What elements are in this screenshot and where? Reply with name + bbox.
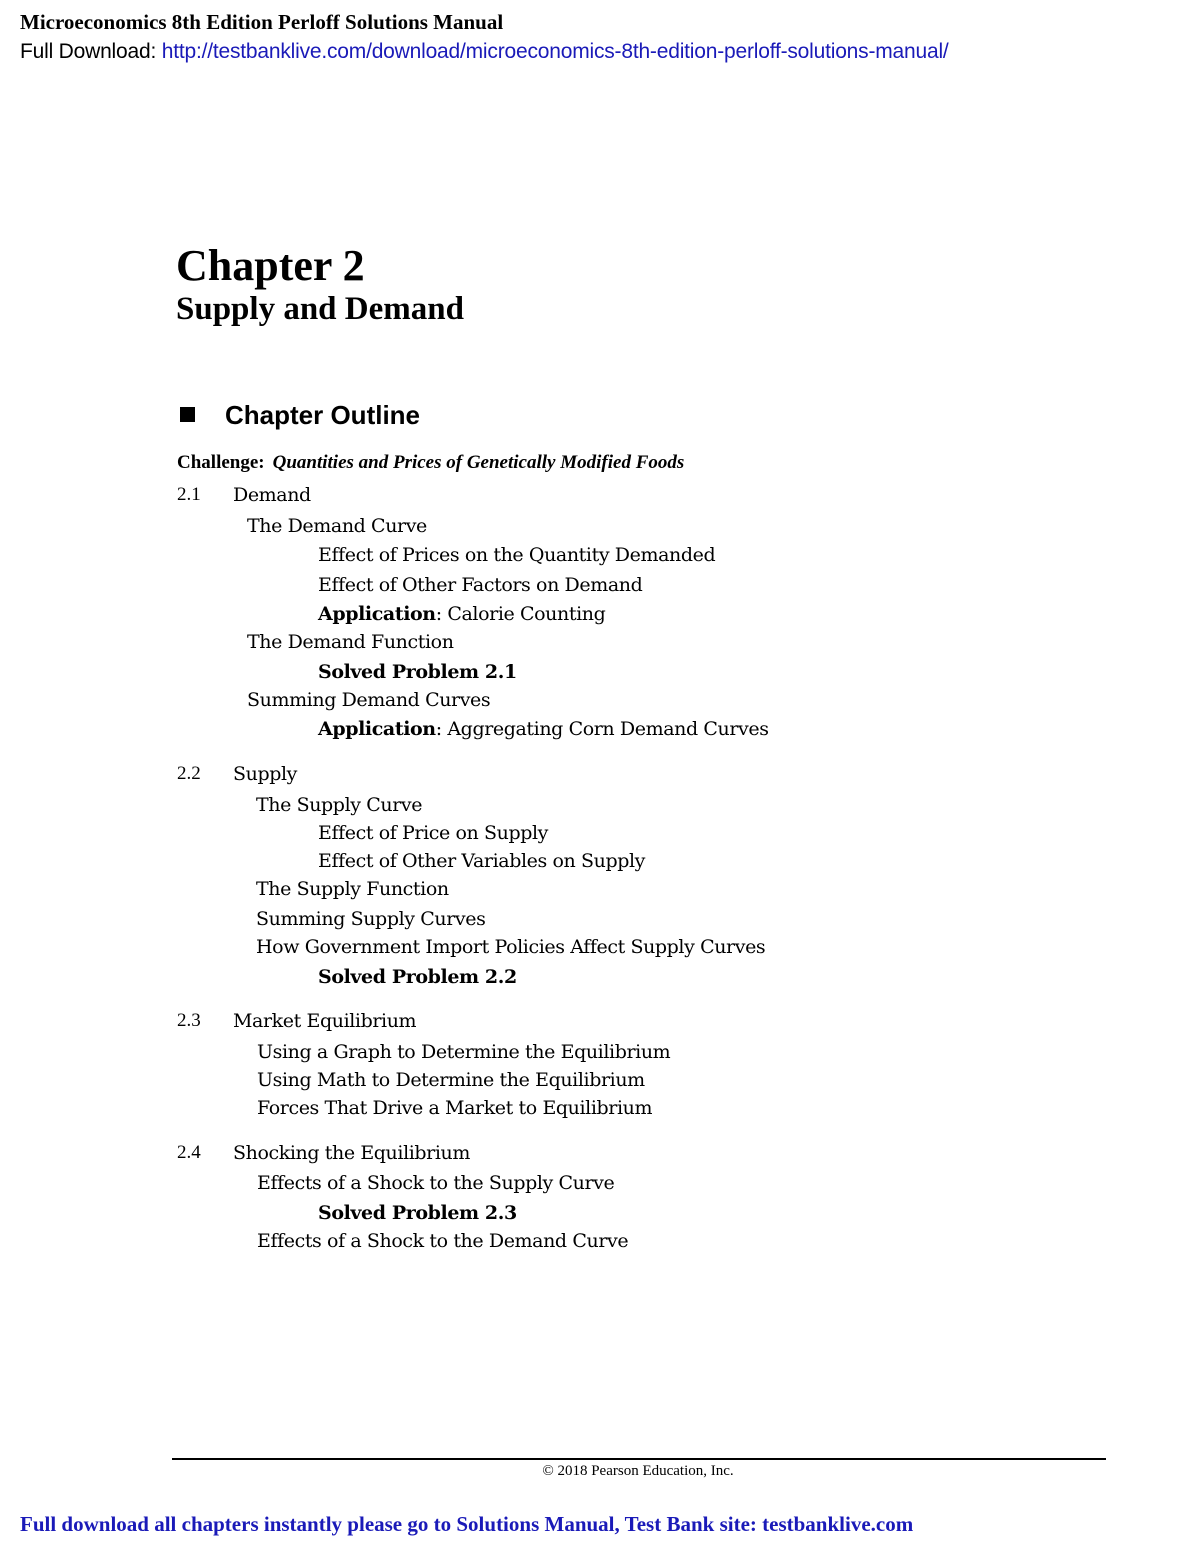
outline-item: Effect of Price on Supply [318, 822, 548, 844]
download-line [20, 40, 949, 64]
section-title: Supply [233, 763, 297, 785]
outline-item: Application: Calorie Counting [318, 603, 606, 625]
square-bullet-icon [180, 407, 195, 422]
footer-promo-text: Full download all chapters instantly please go to Solutions Manual, Test Bank site: testbanklive.com [20, 1512, 914, 1536]
solved-problem-label: Solved Problem 2.2 [318, 966, 517, 988]
section-number: 2.3 [177, 1010, 201, 1031]
outline-item: Effect of Other Factors on Demand [318, 574, 643, 596]
footer-divider [172, 1458, 1106, 1460]
copyright-notice: © 2018 Pearson Education, Inc. [542, 1463, 734, 1479]
outline-item: The Supply Function [256, 878, 449, 900]
outline-item: How Government Import Policies Affect Supply Curves [256, 936, 766, 958]
outline-item: Effect of Other Variables on Supply [318, 850, 645, 872]
outline-item: The Demand Function [247, 631, 454, 653]
section-title: Shocking the Equilibrium [233, 1142, 470, 1164]
outline-item: Using a Graph to Determine the Equilibrium [257, 1041, 671, 1063]
outline-item: The Demand Curve [247, 515, 427, 537]
outline-heading [176, 400, 420, 431]
outline-heading-text: Chapter Outline [225, 400, 421, 430]
download-label: Full Download: [20, 40, 162, 63]
section-number: 2.1 [177, 484, 201, 505]
section-title: Demand [233, 484, 311, 506]
section-number: 2.2 [177, 763, 201, 784]
outline-item [318, 661, 517, 683]
outline-item: Forces That Drive a Market to Equilibrium [257, 1097, 653, 1119]
outline-item: Application: Aggregating Corn Demand Curves [318, 718, 769, 740]
outline-item: Effect of Prices on the Quantity Demanded [318, 544, 716, 566]
outline-item: Using Math to Determine the Equilibrium [257, 1069, 645, 1091]
chapter-title: Supply and Demand [176, 291, 464, 327]
solved-problem-label: Solved Problem 2.3 [318, 1202, 517, 1224]
section-title: Market Equilibrium [233, 1010, 417, 1032]
download-link[interactable]: http://testbanklive.com/download/microeconomics-8th-edition-perloff-solutions-manual/ [161, 40, 949, 63]
outline-item [318, 1202, 517, 1224]
outline-item: Summing Supply Curves [256, 908, 486, 930]
application-label: Application [318, 718, 436, 740]
outline-item: The Supply Curve [256, 794, 423, 816]
solved-problem-label: Solved Problem 2.1 [318, 661, 517, 683]
outline-item [318, 966, 517, 988]
challenge-line [177, 452, 684, 474]
outline-item: Effects of a Shock to the Supply Curve [257, 1172, 615, 1194]
application-label: Application [318, 603, 436, 625]
document-title: Microeconomics 8th Edition Perloff Solutions Manual [20, 10, 504, 34]
challenge-title: Quantities and Prices of Genetically Modified Foods [272, 452, 685, 473]
section-number: 2.4 [177, 1142, 201, 1163]
outline-item: Summing Demand Curves [247, 689, 491, 711]
challenge-label: Challenge: [177, 452, 265, 473]
outline-item: Effects of a Shock to the Demand Curve [257, 1230, 629, 1252]
chapter-number: Chapter 2 [176, 241, 365, 290]
